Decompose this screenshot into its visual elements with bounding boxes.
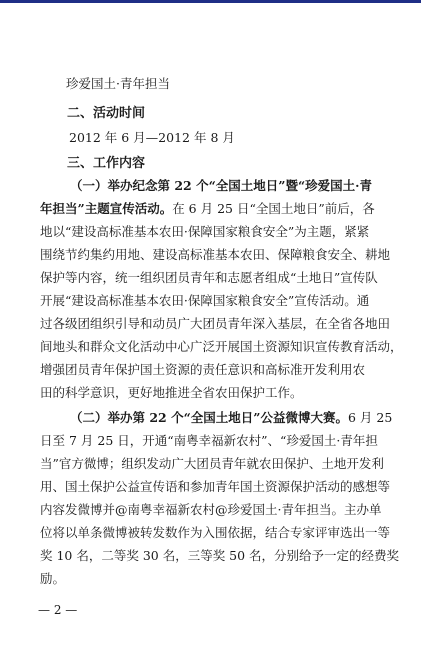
item2-title-and-body-line1 (70, 412, 392, 425)
item2-body-line: 日至 7 月 25 日，开通“南粤幸福新农村”、“珍爱国土·青年担 (40, 433, 378, 448)
item1-body-line: 间地头和群众文化活动中心广泛开展国土资源知识宣传教育活动， (40, 339, 403, 354)
item1-body-line: 开展“建设高标准基本农田·保障国家粮食安全”宣传活动。通 (40, 293, 370, 308)
item2-body-line: 用、国土保护公益宣传语和参加青年国土资源保护活动的感想等 (40, 479, 391, 494)
activity-date-range: 2012 年 6 月—2012 年 8 月 (69, 130, 235, 145)
item1-title-line2: 年担当”主题宣传活动。 (40, 201, 173, 216)
item1-body-line: 围绕节约集约用地、建设高标准基本农田、保障粮食安全、耕地 (40, 247, 391, 262)
item2-title: （二）举办第 22 个“全国土地日”公益微博大赛。 (70, 410, 348, 425)
item2-body-line: 位将以单条微博被转发数作为入围依据，结合专家评审选出一等 (40, 525, 391, 540)
item1-body-line: 地以“建设高标准基本农田·保障国家粮食安全”为主题，紧紧 (40, 224, 370, 239)
item2-body-line: 励。 (40, 571, 66, 586)
page-number: — 2 — (38, 603, 78, 617)
item1-title-line1: （一）举办纪念第 22 个“全国土地日”暨“珍爱国土·青 (70, 178, 373, 193)
item1-body-line: 保护等内容，统一组织团员青年和志愿者组成“土地日”宣传队 (40, 270, 378, 285)
section-activity-time-title: 二、活动时间 (67, 106, 146, 121)
item2-body-line: 内容发微博并@南粤幸福新农村@珍爱国土·青年担当。主办单 (40, 502, 382, 517)
item2-body-line: 奖 10 名，二等奖 30 名，三等奖 50 名，分别给予一定的经费奖 (40, 548, 400, 563)
item1-body-line: 过各级团组织引导和动员广大团员青年深入基层，在全省各地田 (40, 316, 391, 331)
item2-body-line: 当”官方微博；组织发动广大团员青年就农田保护、土地开发利 (40, 456, 384, 471)
item1-title-and-body-line1 (40, 203, 375, 216)
section-work-content-title: 三、工作内容 (67, 156, 146, 171)
item1-body-line: 增强团员青年保护国土资源的责任意识和高标准开发利用农 (40, 362, 366, 377)
item1-body-line1-tail: 在 6 月 25 日“全国土地日”前后，各 (172, 201, 375, 216)
item1-body-line: 田的科学意识，更好地推进全省农田保护工作。 (40, 385, 303, 400)
slogan-line: 珍爱国土·青年担当 (66, 76, 170, 91)
item2-body-line1-tail: 6 月 25 (347, 410, 393, 425)
